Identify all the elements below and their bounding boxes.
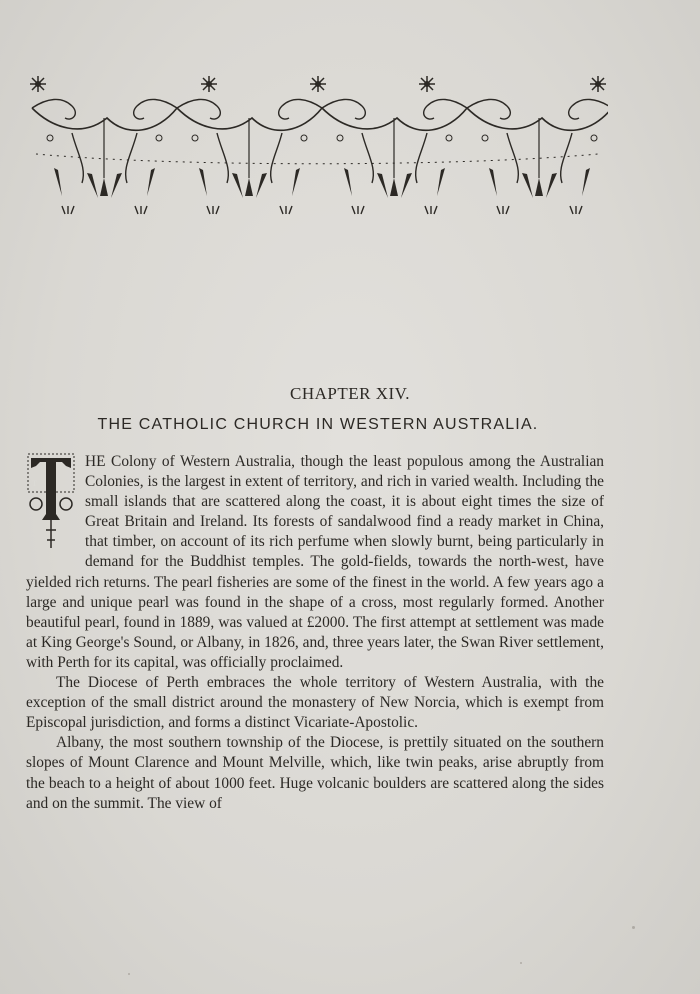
drop-cap	[26, 452, 85, 572]
chapter-title-text: THE CATHOLIC CHURCH IN WESTERN AUSTRALIA.	[97, 416, 539, 433]
paper-speck	[632, 926, 635, 929]
chapter-title	[0, 416, 630, 434]
chapter-heading: CHAPTER XIV.	[290, 384, 410, 403]
paragraph-2: The Diocese of Perth embraces the whole territory of Western Australia, with the exception of the small district around the monastery of New Norcia, which is exempt from Episcopal jurisdiction, and forms a distinct Vicariate-Apostolic.	[26, 674, 604, 732]
decorative-headpiece	[26, 72, 608, 220]
paper-speck	[520, 962, 522, 964]
drop-cap-letter: T	[32, 479, 37, 488]
paragraph-3: Albany, the most southern township of the Diocese, is prettily situated on the southern slopes of Mount Clarence and Mount Melville, which, like twin peaks, arise abruptly from the beach to a height of about 1000 feet. Huge volcanic boulders are scattered along the sides and on the summit. The view of	[26, 734, 604, 812]
paper-speck	[128, 973, 130, 975]
paragraph-1: HE Colony of Western Australia, though the least populous among the Australian Colonies, is the largest in extent of territory, and rich in varied wealth. Including the small islands that are scattered along the coast, it is about eight times the size of Great Britain and Ireland. Its forests of sandalwood find a ready market in China, that timber, on account of its rich perfume when slowly burnt, being particularly in demand for the Buddhist temples. The gold-fields, towards the north-west, have yielded rich returns. The pearl fisheries are some of the finest in the world. A few years ago a large and unique pearl was found in the shape of a cross, most regularly formed. Another beautiful pearl, found in 1889, was valued at £2000. The first attempt at settlement was made at King George's Sound, or Albany, in 1826, and, three years later, the Swan River settlement, with Perth for its capital, was officially proclaimed.	[26, 453, 604, 671]
drop-cap-ornament	[26, 452, 78, 552]
body-text	[26, 452, 604, 814]
